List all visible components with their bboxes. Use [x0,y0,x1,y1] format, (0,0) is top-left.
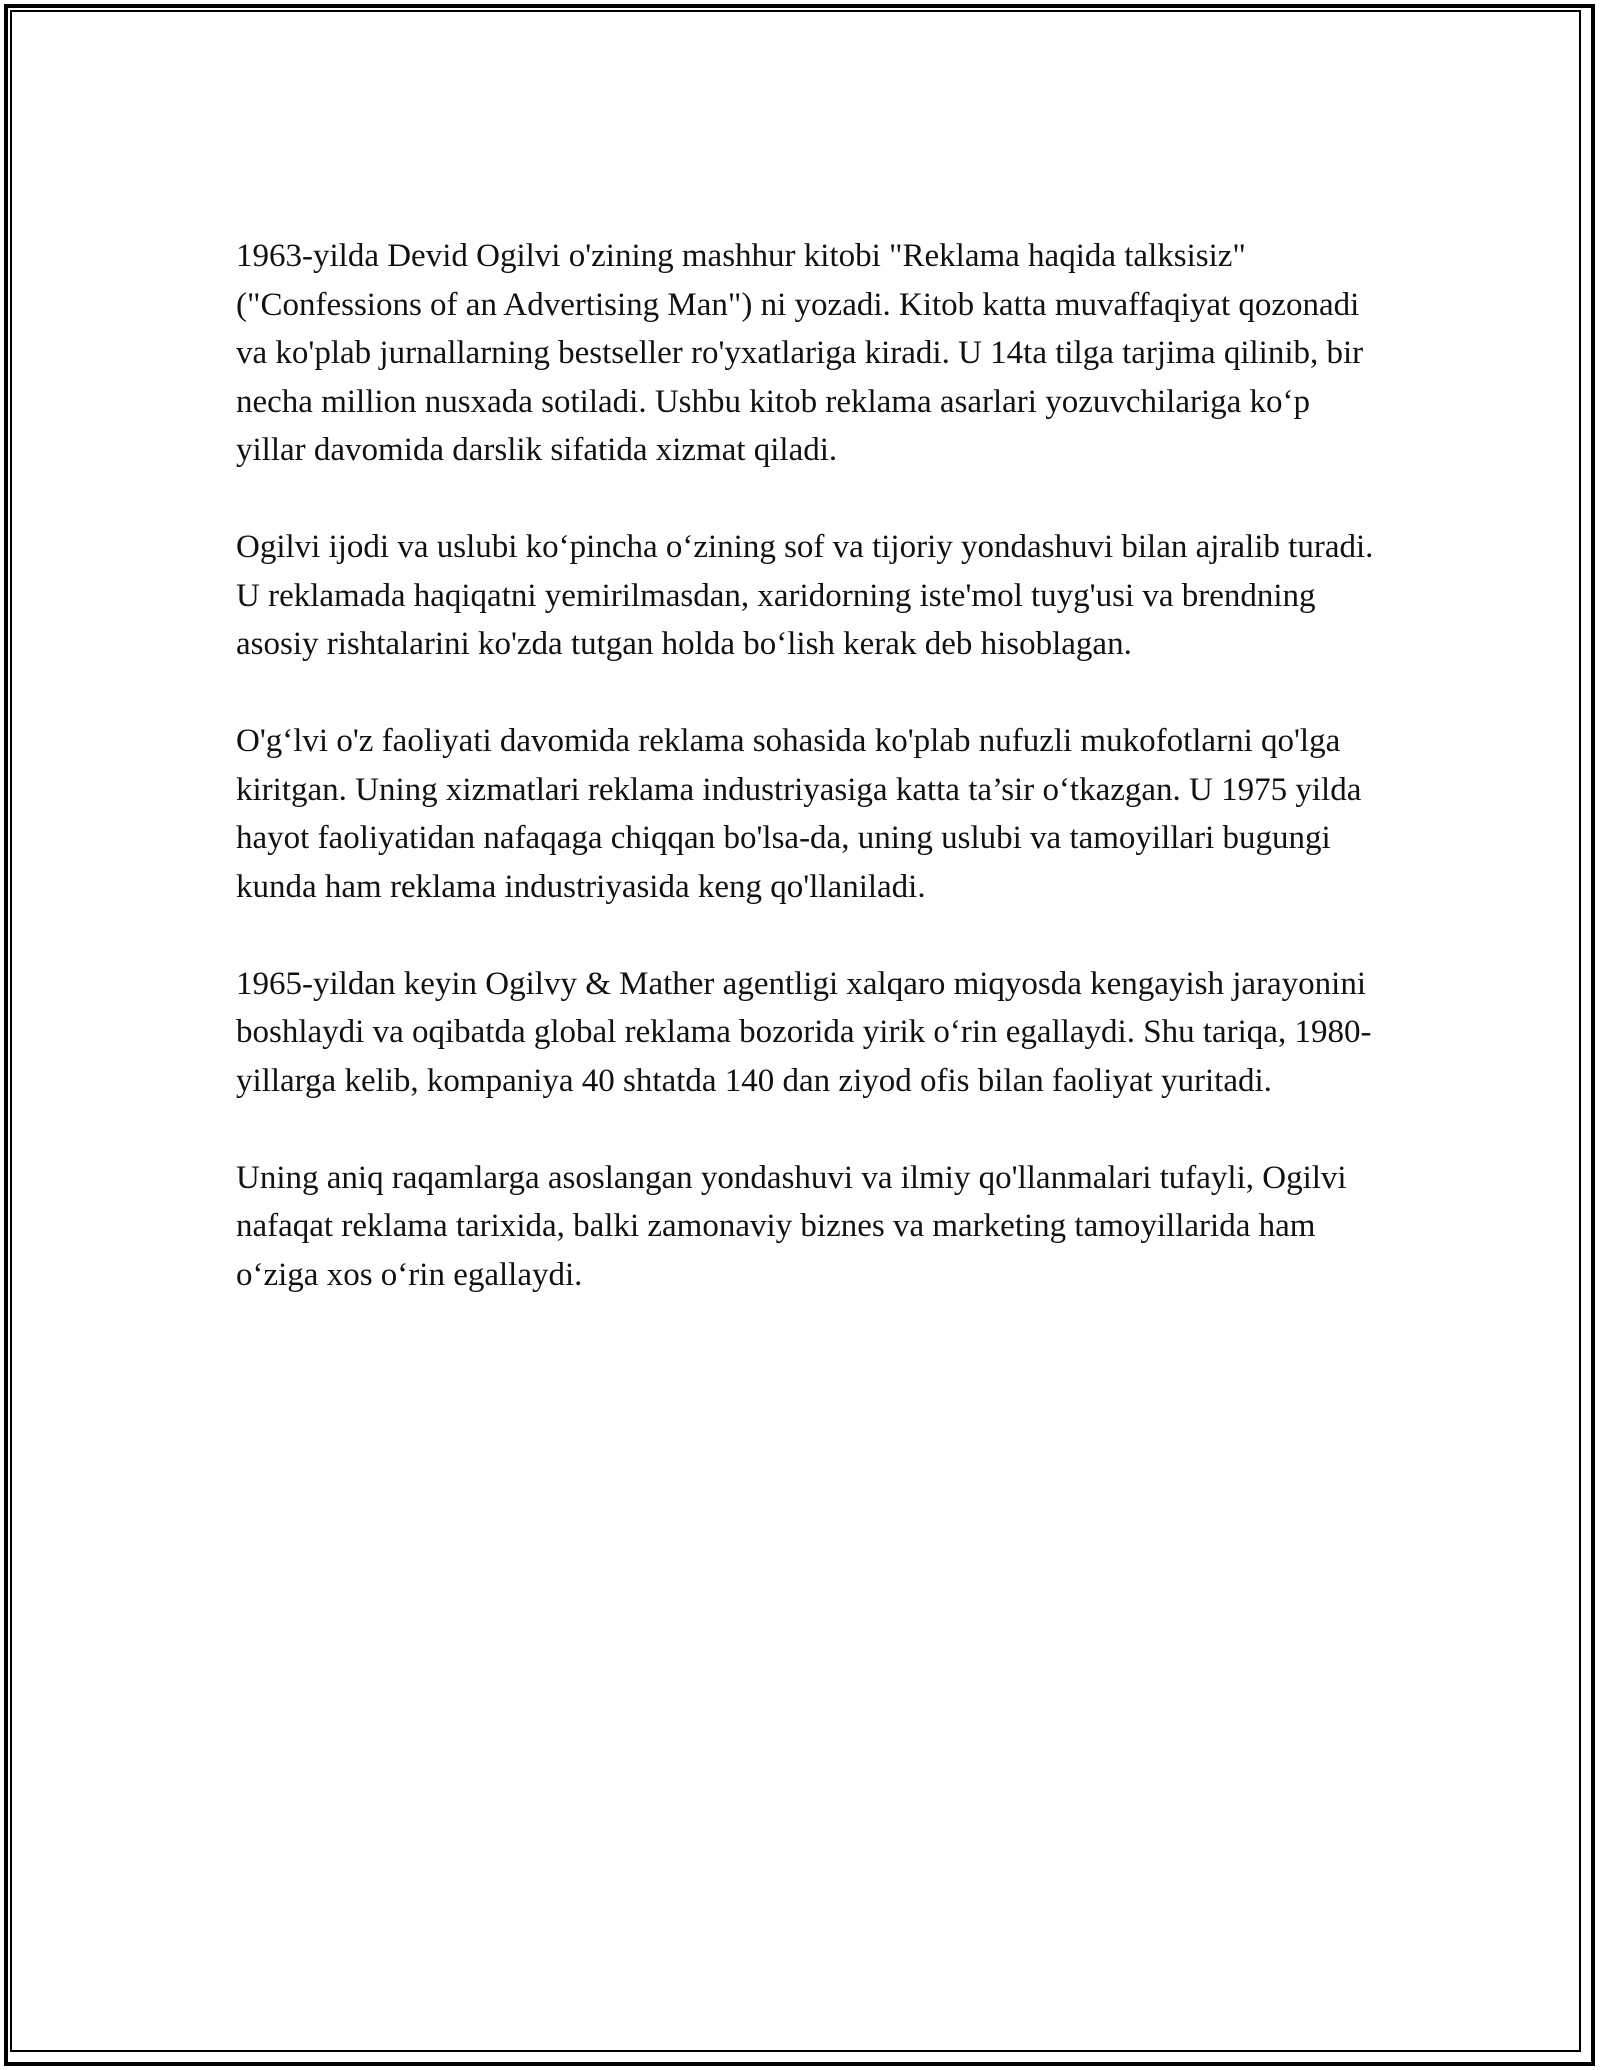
paragraph-3: O'g‘lvi o'z faoliyati davomida reklama sohasida ko'plab nufuzli mukofotlarni qo'lga kiritgan. Uning xizmatlari reklama industriyasiga katta ta’sir o‘tkazgan. U 1975 yilda hayot faoliyatidan nafaqaga chiqqan bo'lsa-da, uning uslubi va tamoyillari bugungi kunda ham reklama industriyasida keng qo'llaniladi. [236,723,1362,905]
document-body [236,232,1376,1348]
paragraph-5: Uning aniq raqamlarga asoslangan yondashuvi va ilmiy qo'llanmalari tufayli, Ogilvi nafaqat reklama tarixida, balki zamonaviy biznes va marketing tamoyillarida ham o‘ziga xos o‘rin egallaydi. [236,1159,1347,1293]
paragraph-4: 1965-yildan keyin Ogilvy & Mather agentligi xalqaro miqyosda kengayish jarayonini boshlaydi va oqibatda global reklama bozorida yirik o‘rin egallaydi. Shu tariqa, 1980-yillarga kelib, kompaniya 40 shtatda 140 dan ziyod ofis bilan faoliyat yuritadi. [236,965,1372,1099]
paragraph-1: 1963-yilda Devid Ogilvi o'zining mashhur kitobi "Reklama haqida talksisiz" ("Confessions of an Advertising Man") ni yozadi. Kitob katta muvaffaqiyat qozonadi va ko'plab jurnallarning bestseller ro'yxatlariga kiradi. U 14ta tilga tarjima qilinib, bir necha million nusxada sotiladi. Ushbu kitob reklama asarlari yozuvchilariga ko‘p yillar davomida darslik sifatida xizmat qiladi. [236,238,1364,468]
paragraph-2: Ogilvi ijodi va uslubi ko‘pincha o‘zining sof va tijoriy yondashuvi bilan ajralib turadi. U reklamada haqiqatni yemirilmasdan, xaridorning iste'mol tuyg'usi va brendning asosiy rishtalarini ko'zda tutgan holda bo‘lish kerak deb hisoblagan. [236,529,1374,662]
